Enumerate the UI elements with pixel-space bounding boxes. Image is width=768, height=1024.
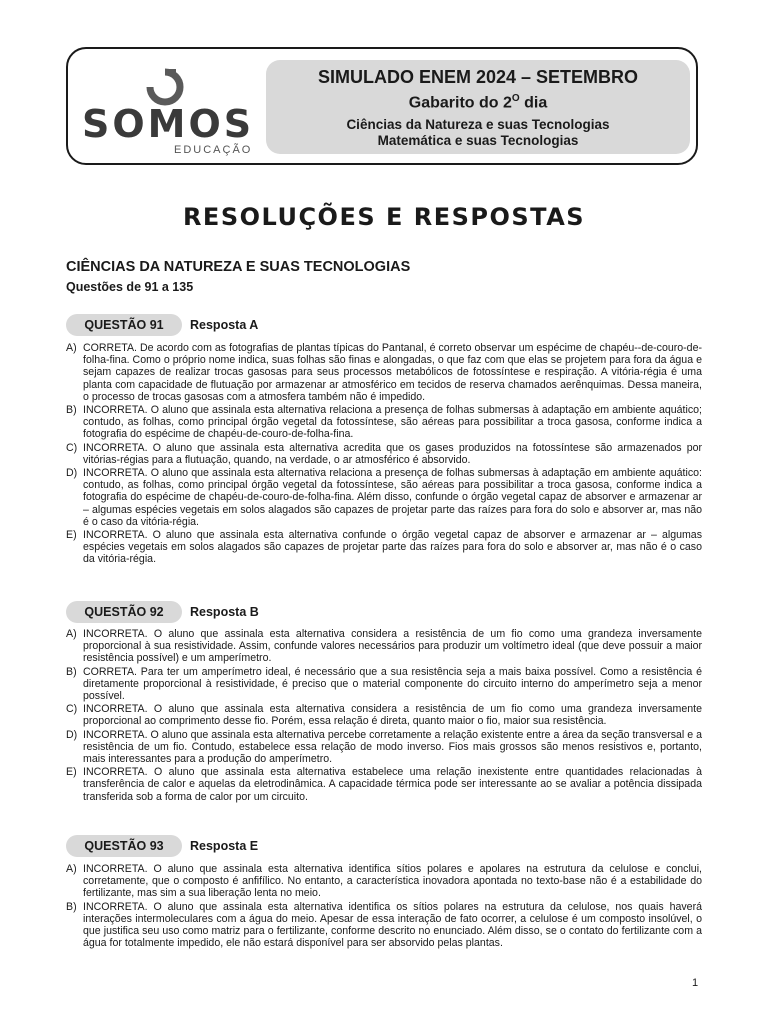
option-text: INCORRETA. O aluno que assinala esta alternativa considera a resistência de um fio como uma grandeza inversamente proporcional à sua resistividade. Assim, confunde valores necessários para produzir um voltímetro ideal (que deve possuir a maior resistência possível) e um amperímetro. [83, 628, 702, 665]
option-letter: C) [66, 441, 78, 454]
area-2: Matemática e suas Tecnologias [377, 133, 579, 149]
option-text: INCORRETA. O aluno que assinala esta alternativa identifica os sítios polares na estrutura da celulose, nos quais haverá interações intermoleculares com a água do meio. Apesar de essa interação de fato ocorrer, a celulose é um composto insolúvel, o que justifica seu uso como matriz para o fertilizante, conforme descrito no enunciado. Além disso, se o contato do fertilizante com a água for totalmente impedido, ele não estará disponível para ser absorvido pelas plantas. [83, 900, 702, 950]
question-answer: Resposta B [190, 605, 259, 619]
title-panel [266, 60, 690, 154]
option-letter: E) [66, 766, 77, 779]
option-text: CORRETA. De acordo com as fotografias de plantas típicas do Pantanal, é correto observar um espécime de chapéu--de-couro-de-folha-fina. Como o próprio nome indica, suas folhas são finas e alongadas, o que faz com que elas se projetem para fora da água e sejam capazes de realizar trocas gasosas para seus processos metabólicos de fotossíntese e respiração. A vitória-régia é uma planta com capacidade de flutuação por armazenar ar atmosférico em tecidos de reserva chamados aerênquimas. Dessa maneira, o processo de trocas gasosas com a atmosfera também não é impedido. [83, 342, 702, 403]
question-answer: Resposta A [190, 318, 259, 332]
option-item [66, 342, 702, 403]
option-letter: A) [66, 863, 77, 875]
question-92-header [66, 601, 366, 623]
option-item [66, 628, 702, 665]
option-text: INCORRETA. O aluno que assinala esta alternativa acredita que os gases produzidos na fotossíntese são armazenados por vitórias-régias para a flutuação, quando, na verdade, o ar atmosférico é absorvido. [83, 441, 702, 466]
section-title: CIÊNCIAS DA NATUREZA E SUAS TECNOLOGIAS [66, 259, 411, 275]
option-letter: B) [66, 665, 77, 678]
logo-wordmark: SOMOS [82, 102, 255, 146]
option-item [66, 529, 702, 566]
option-letter: B) [66, 404, 77, 417]
question-93-header [66, 835, 366, 857]
option-letter: D) [66, 728, 78, 741]
somos-logo [82, 67, 255, 157]
option-letter: A) [66, 628, 77, 640]
option-text: INCORRETA. O aluno que assinala esta alternativa relaciona a presença de folhas submersas à adaptação em ambiente aquático: contudo, as folhas, como principal órgão vegetal da fotossíntese, são aéreas para possibilitar a troca gasosa, conforme indica a fotografia do espécime de chapéu-de-couro-de-folha-fina. Além disso, confunde o órgão vegetal capaz de absorver e armazenar ar – algumas espécies vegetais em solos alagados são capazes de projetar parte das raízes para fora do solo e absorver ar, mas não é o caso da vitória-régia. [83, 467, 702, 528]
option-text: INCORRETA. O aluno que assinala esta alternativa considera a resistência de um fio como uma grandeza inversamente proporcional ao comprimento desse fio. Porém, essa relação é direta, quanto maior o fio, maior sua resistência. [83, 703, 702, 728]
ordinal-indicator: O [511, 93, 520, 104]
question-91-options [66, 342, 702, 567]
option-item [66, 766, 702, 803]
option-item [66, 729, 702, 766]
section-subtitle: Questões de 91 a 135 [66, 280, 194, 294]
answer-key-title: Gabarito do $2^O$ dia [408, 93, 548, 112]
page-number: 1 [692, 977, 699, 989]
question-93-options [66, 863, 702, 950]
option-text: CORRETA. Para ter um amperímetro ideal, é necessário que a sua resistência seja a mais baixa possível. Como a resistência é diretamente proporcional à resistividade, é preciso que o material componente do circuito interno do amperímetro seja a menor possível. [83, 665, 702, 703]
option-letter: B) [66, 900, 77, 913]
option-item [66, 467, 702, 528]
option-text: INCORRETA. O aluno que assinala esta alternativa relaciona a presença de folhas submersas à adaptação em ambiente aquático; contudo, as folhas, como principal órgão vegetal da fotossíntese, são aéreas para possibilitar a troca gasosa, conforme indica a fotografia do espécime de chapéu-de-couro-de-folha-fina. [83, 404, 702, 441]
option-item [66, 442, 702, 466]
page-title: RESOLUÇÕES E RESPOSTAS [182, 203, 586, 231]
question-badge: QUESTÃO 93 [66, 835, 182, 857]
option-text: INCORRETA. O aluno que assinala esta alternativa percebe corretamente a relação existente entre a área da seção transversal e a resistência de um fio. Contudo, estabelece essa relação de modo inverso. Fios mais grossos são menos resistivos e, portanto, mais interessantes para a produção do amperímetro. [83, 728, 702, 766]
header-box [66, 47, 698, 165]
option-item [66, 901, 702, 950]
option-text: INCORRETA. O aluno que assinala esta alternativa estabelece uma relação inexistente entre quantidades relacionadas à transferência de calor e aquelas da eletrodinâmica. A capacidade térmica pode ser interessante ao se avaliar a potência dissipada transferida sob a forma de calor por um circuito. [83, 766, 702, 803]
option-letter: C) [66, 703, 78, 716]
question-badge: QUESTÃO 91 [66, 314, 182, 336]
option-item [66, 863, 702, 900]
question-badge: QUESTÃO 92 [66, 601, 182, 623]
question-92-options [66, 628, 702, 804]
option-letter: E) [66, 529, 77, 542]
option-item [66, 404, 702, 441]
option-text: INCORRETA. O aluno que assinala esta alternativa confunde o órgão vegetal capaz de absorver e armazenar ar – algumas espécies vegetais em solos alagados são capazes de projetar parte das raízes para fora do solo e absorver ar, mas não é o caso da vitória-régia. [83, 529, 702, 566]
logo-mark-icon [142, 67, 188, 107]
exam-title: SIMULADO ENEM 2024 – SETEMBRO [317, 67, 639, 87]
option-letter: D) [66, 467, 78, 480]
option-item [66, 703, 702, 727]
area-1: Ciências da Natureza e suas Tecnologias [346, 117, 610, 133]
option-letter: A) [66, 342, 77, 354]
logo-subtitle: EDUCAÇÃO [174, 144, 253, 156]
question-91-header [66, 314, 366, 336]
option-text: INCORRETA. O aluno que assinala esta alternativa identifica sítios polares e apolares na estrutura da celulose e conclui, corretamente, que o composto é anfifílico. No entanto, a característica inovadora apontada no texto-base não é a estabilidade do fertilizante, mas sim a sua liberação lenta no meio. [83, 863, 702, 900]
question-answer: Resposta E [190, 839, 259, 853]
option-item [66, 666, 702, 703]
